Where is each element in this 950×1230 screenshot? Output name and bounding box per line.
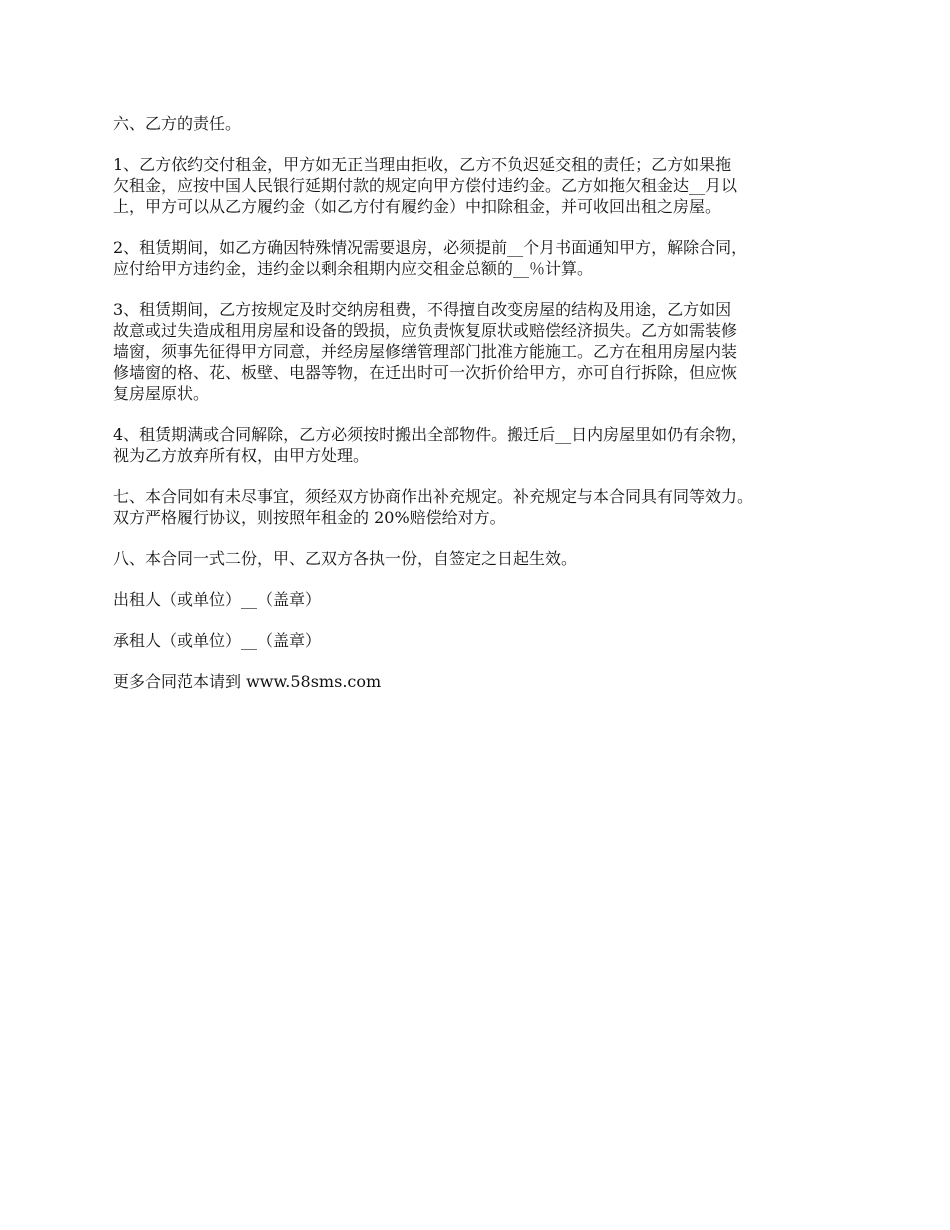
text-line: 双方严格履行协议，则按照年租金的 20%赔偿给对方。	[113, 508, 506, 527]
document-body	[113, 113, 851, 712]
text-line: 应付给甲方违约金，违约金以剩余租期内应交租金总额的__％计算。	[113, 259, 594, 278]
text-line: 更多合同范本请到 www.58sms.com	[113, 672, 382, 691]
text-line: 1、乙方依约交付租金，甲方如无正当理由拒收，乙方不负迟延交租的责任；乙方如果拖	[113, 155, 732, 174]
clause-3-renovation	[113, 299, 851, 404]
text-line: 3、租赁期间，乙方按规定及时交纳房租费，不得擅自改变房屋的结构及用途，乙方如因	[113, 300, 732, 319]
text-line: 4、租赁期满或合同解除，乙方必须按时搬出全部物件。搬迁后__日内房屋里如仍有余物，	[113, 425, 748, 444]
text-line: 故意或过失造成租用房屋和设备的毁损，应负责恢复原状或赔偿经济损失。乙方如需装修	[113, 321, 738, 340]
clause-1-rent-payment	[113, 154, 851, 217]
section-8-copies	[113, 548, 851, 569]
text-line: 2、租赁期间，如乙方确因特殊情况需要退房，必须提前__个月书面通知甲方，解除合同，	[113, 238, 748, 257]
text-line: 上，甲方可以从乙方履约金（如乙方付有履约金）中扣除租金，并可收回出租之房屋。	[113, 197, 722, 216]
lessee-signature	[113, 630, 851, 651]
text-line: 七、本合同如有未尽事宜，须经双方协商作出补充规定。补充规定与本合同具有同等效力。	[113, 487, 754, 506]
clause-2-early-termination	[113, 237, 851, 279]
text-line: 出租人（或单位）__（盖章）	[113, 590, 322, 609]
footer-more-templates	[113, 671, 851, 692]
clause-4-move-out	[113, 424, 851, 466]
text-line: 视为乙方放弃所有权，由甲方处理。	[113, 446, 370, 465]
text-line: 承租人（或单位）__（盖章）	[113, 631, 322, 650]
text-line: 复房屋原状。	[113, 384, 210, 403]
lessor-signature	[113, 589, 851, 610]
text-line: 墙窗，须事先征得甲方同意，并经房屋修缮管理部门批准方能施工。乙方在租用房屋内装	[113, 342, 738, 361]
text-line: 修墙窗的格、花、板壁、电器等物，在迁出时可一次折价给甲方，亦可自行拆除，但应恢	[113, 363, 738, 382]
text-line: 欠租金，应按中国人民银行延期付款的规定向甲方偿付违约金。乙方如拖欠租金达__月以	[113, 176, 738, 195]
section-6-heading	[113, 113, 851, 134]
section-7-supplementary	[113, 486, 851, 528]
text-line: 六、乙方的责任。	[113, 114, 242, 133]
text-line: 八、本合同一式二份，甲、乙双方各执一份，自签定之日起生效。	[113, 549, 578, 568]
